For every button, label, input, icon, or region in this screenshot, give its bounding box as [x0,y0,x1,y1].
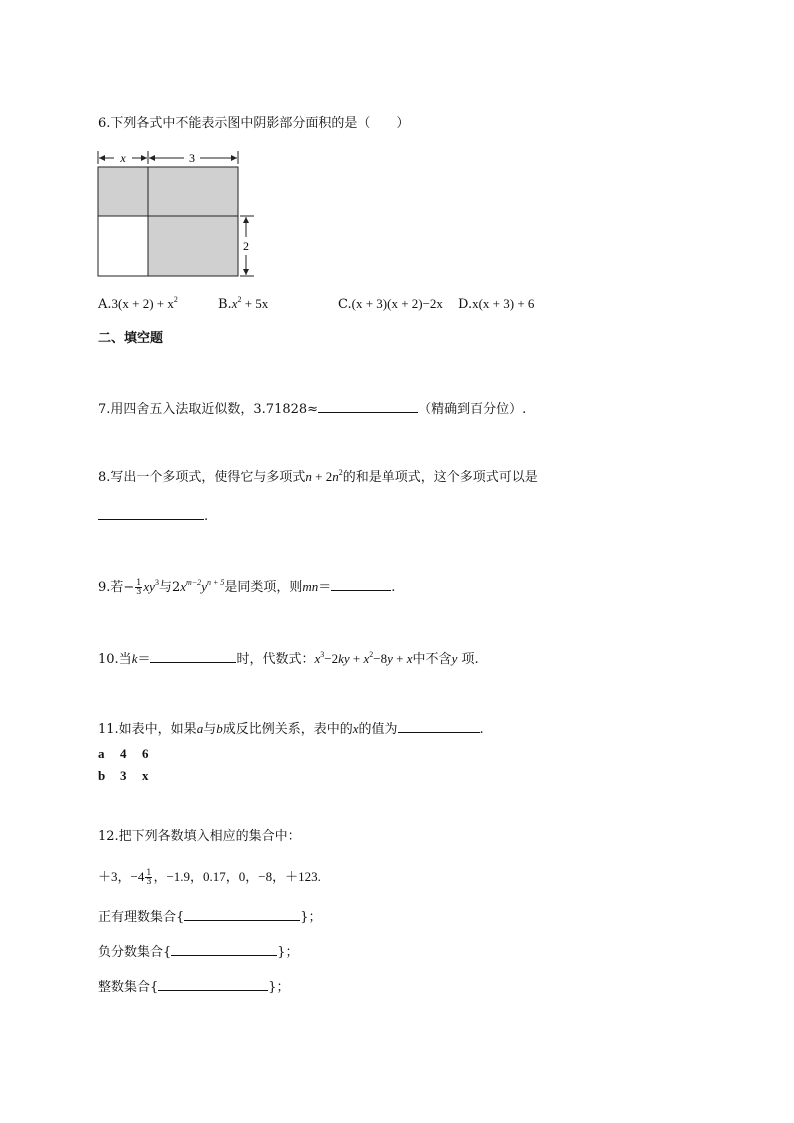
shade-top-left [98,167,148,216]
q9-answer-blank[interactable] [331,576,391,591]
shade-top-right [148,167,238,216]
label-x: x [120,151,126,165]
q11-answer-blank[interactable] [398,718,480,733]
q10-answer-blank[interactable] [150,648,236,663]
option-a[interactable]: $A.3(x + 2) + x^2$ [98,295,178,312]
set-negative-fraction-blank[interactable] [171,941,277,956]
q8-answer-blank[interactable] [98,505,204,520]
q12-set-negative-fraction: 负分数集合{ }； [98,941,299,962]
q8-answer-line: . [98,505,208,526]
q12-set-integer: 整数集合{ }； [98,976,290,997]
q11-table-row-b: b 3 x [98,768,149,783]
q11: 11.如表中，如果a与b成反比例关系，表中的x的值为 . [98,718,484,739]
set-positive-blank[interactable] [184,906,300,921]
q11-table-row-a: a 4 6 [98,746,149,761]
set-integer-blank[interactable] [158,976,268,991]
q8: 8.写出一个多项式，使得它与多项式$n + 2n^2$的和是单项式，这个多项式可以是 [98,468,538,485]
option-b[interactable]: $B.x^2 + 5x$ [218,295,269,312]
option-c[interactable]: C.(x + 3)(x + 2)−2x [338,296,443,312]
label-3: 3 [189,151,195,165]
option-d[interactable]: D.x(x + 3) + 6 [458,296,535,312]
q12-set-positive: 正有理数集合{ }； [98,906,322,927]
q7: 7.用四舍五入法取近似数，3.71828≈ （精确到百分位）. [98,398,526,419]
q12-numbers: ＋3，−4 $\frac{1}{3}$ ，−1.9，0.17，0，−8，＋123. [98,868,321,886]
q7-answer-blank[interactable] [318,398,418,413]
q6-figure [90,148,260,282]
section-title: 二、填空题 [98,331,164,346]
q10: 10.当k＝ 时，代数式：$x^3-2ky + x^2-8y + x$中不含y 项. [98,650,479,667]
label-2: 2 [243,239,249,253]
q9: 9.若− $\frac{1}{3}$ $xy^3$与$2x^{m-2}y^{n + 5}$是同类项，则mn＝ . [98,578,396,596]
shade-bottom-right [148,216,238,276]
q6-text: 6.下列各式中不能表示图中阴影部分面积的是（ ） [98,116,410,131]
q12-text: 12.把下列各数填入相应的集合中： [98,829,301,844]
